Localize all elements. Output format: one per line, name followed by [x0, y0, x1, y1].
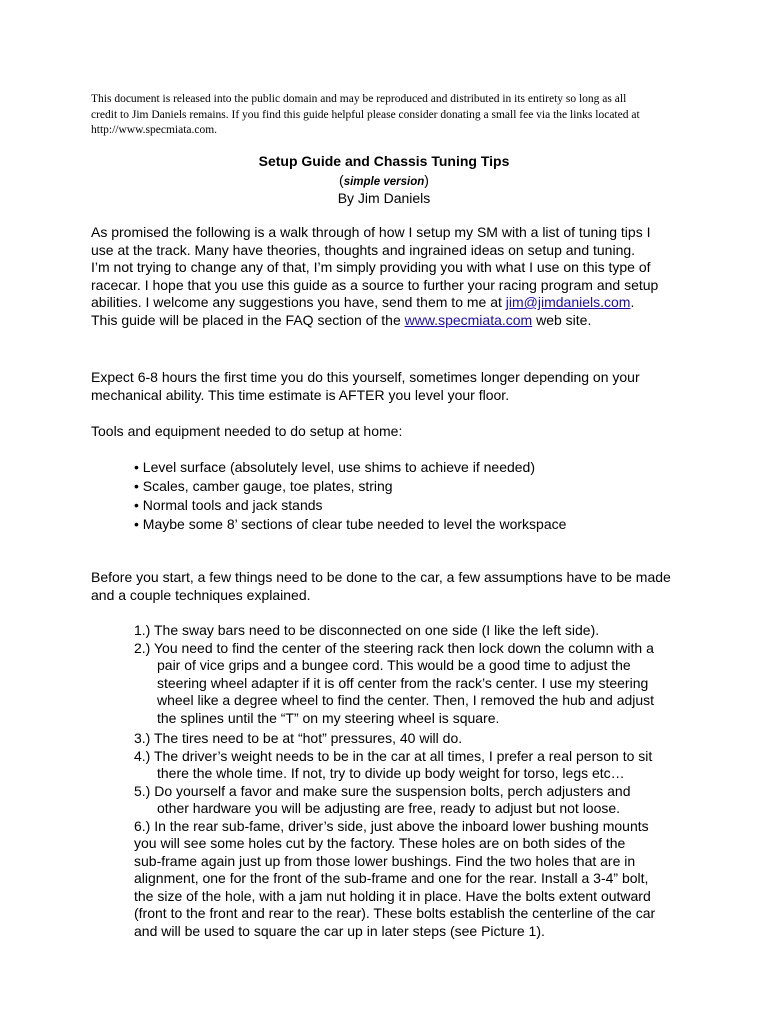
step-line: (front to the front and rear to the rear). These bolts establish the centerline of the car	[134, 905, 656, 921]
intro-text: web site.	[532, 311, 592, 328]
notice-line: This document is released into the public domain and may be reproduced and distributed in its entirety so long as all	[91, 93, 627, 105]
public-domain-notice	[91, 92, 691, 139]
intro-line: use at the track. Many have theories, thoughts and ingrained ideas on setup and tuning.	[91, 241, 636, 258]
notice-line: credit to Jim Daniels remains. If you find this guide helpful please consider donating a small fee via the links located at	[91, 108, 640, 121]
subtitle-emphasis: simple version	[343, 176, 425, 188]
intro-text: abilities. I welcome any suggestions you have, send them to me at	[91, 294, 506, 310]
step-line: and will be used to square the car up in later steps (see Picture 1).	[134, 922, 545, 939]
email-link[interactable]: jim@jimdaniels.com	[505, 294, 631, 310]
intro-line: I’m not trying to change any of that, I’m simply providing you with what I use on this type of	[91, 259, 651, 275]
step-line: other hardware you will be adjusting are free, ready to adjust but not loose.	[157, 800, 621, 816]
step-line: the splines until the “T” on my steering wheel is square.	[157, 709, 500, 726]
list-item: • Scales, camber gauge, toe plates, string	[134, 478, 393, 494]
document-subtitle	[0, 171, 768, 191]
step-first-line: 2.) You need to find the center of the steering rack then lock down the column with a	[134, 639, 654, 656]
paragraph-line: Expect 6-8 hours the first time you do this yourself, sometimes longer depending on your	[91, 369, 640, 385]
list-item: • Maybe some 8’ sections of clear tube needed to level the workspace	[134, 516, 567, 532]
step-line: alignment, one for the front of the sub-frame and one for the rear. Install a 3-4” bolt,	[134, 870, 649, 886]
step-first-line: 3.) The tires need to be at “hot” pressures, 40 will do.	[134, 730, 463, 746]
list-item	[134, 818, 694, 941]
list-item	[134, 622, 694, 640]
tools-heading: Tools and equipment needed to do setup at home:	[91, 423, 403, 439]
paragraph-line: mechanical ability. This time estimate is AFTER you level your floor.	[91, 386, 510, 403]
setup-steps-list	[134, 622, 694, 940]
step-first-line: 4.) The driver’s weight needs to be in the car at all times, I prefer a real person to sit	[134, 747, 653, 764]
tools-list	[134, 458, 694, 534]
step-line: sub-frame again just up from those lower bushings. Find the two holes that are in	[134, 852, 636, 869]
list-item	[134, 783, 694, 818]
intro-line	[91, 294, 691, 312]
step-line: wheel like a degree wheel to find the center. Then, I removed the hub and adjust	[157, 692, 655, 708]
intro-text: This guide will be placed in the FAQ section of the	[91, 311, 405, 328]
intro-line: As promised the following is a walk through of how I setup my SM with a list of tuning tips I	[91, 224, 651, 240]
list-item	[134, 748, 694, 783]
list-item: • Level surface (absolutely level, use shims to achieve if needed)	[134, 459, 536, 475]
paragraph-line: Before you start, a few things need to be done to the car, a few assumptions have to be made	[91, 569, 671, 585]
list-item	[134, 640, 694, 728]
intro-paragraph	[91, 224, 691, 329]
intro-line: racecar. I hope that you use this guide as a source to further your racing program and setup	[91, 276, 659, 293]
document-title: Setup Guide and Chassis Tuning Tips	[258, 153, 510, 169]
step-line: pair of vice grips and a bungee cord. This would be a good time to adjust the	[157, 657, 631, 673]
notice-line: http://www.specmiata.com.	[91, 124, 218, 136]
step-first-line: 6.) In the rear sub-fame, driver’s side, just above the inboard lower bushing mounts	[134, 817, 649, 834]
list-item	[134, 730, 694, 748]
step-line: the size of the hole, with a jam nut holding it in place. Have the bolts extent outward	[134, 887, 651, 904]
step-line: there the whole time. If not, try to divide up body weight for torso, legs etc…	[157, 765, 625, 781]
subtitle-close: )	[424, 172, 429, 188]
step-first-line: 1.) The sway bars need to be disconnected on one side (I like the left side).	[134, 622, 600, 638]
intro-text: .	[630, 294, 635, 310]
before-start-paragraph	[91, 569, 691, 604]
document-author: By Jim Daniels	[337, 190, 431, 206]
time-estimate-paragraph	[91, 369, 691, 404]
list-item: • Normal tools and jack stands	[134, 497, 323, 513]
subtitle-open: (	[339, 172, 344, 188]
website-link[interactable]: www.specmiata.com	[404, 311, 533, 328]
step-line: you will see some holes cut by the factory. These holes are on both sides of the	[134, 835, 626, 851]
paragraph-line: and a couple techniques explained.	[91, 586, 311, 603]
step-line: steering wheel adapter if it is off center from the rack’s center. I use my steering	[157, 674, 649, 691]
intro-line	[91, 312, 691, 330]
step-first-line: 5.) Do yourself a favor and make sure the suspension bolts, perch adjusters and	[134, 782, 631, 799]
